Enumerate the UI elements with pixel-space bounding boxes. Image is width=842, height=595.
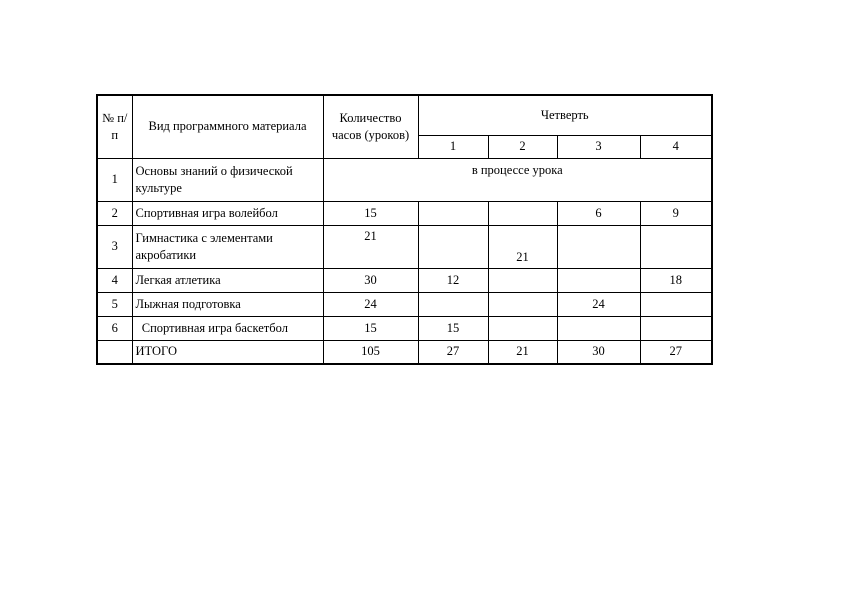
quarter-2-header: 2 <box>488 135 557 158</box>
header-type: Вид программного материала <box>132 95 323 158</box>
row-q3 <box>557 225 640 268</box>
study-plan-table <box>96 94 713 365</box>
row-q4 <box>640 292 712 316</box>
table-row <box>97 316 712 340</box>
row-num: 4 <box>97 268 132 292</box>
header-row <box>97 95 712 135</box>
row-q2 <box>488 292 557 316</box>
row-q4: 18 <box>640 268 712 292</box>
row-num: 5 <box>97 292 132 316</box>
row-hours: 15 <box>323 316 418 340</box>
row-q2: 21 <box>488 225 557 268</box>
row-name: Спортивная игра волейбол <box>132 201 323 225</box>
row-num: 2 <box>97 201 132 225</box>
row-name: Основы знаний о физической культуре <box>132 158 323 201</box>
row-name: ИТОГО <box>132 340 323 364</box>
row-q2: 21 <box>488 340 557 364</box>
row-q4 <box>640 225 712 268</box>
row-name: Гимнастика с элементами акробатики <box>132 225 323 268</box>
row-q3: 30 <box>557 340 640 364</box>
quarter-1-header: 1 <box>418 135 488 158</box>
header-hours: Количество часов (уроков) <box>323 95 418 158</box>
quarter-4-header: 4 <box>640 135 712 158</box>
row-num <box>97 340 132 364</box>
row-q1 <box>418 201 488 225</box>
row-q3: 6 <box>557 201 640 225</box>
row-q4: 9 <box>640 201 712 225</box>
row-q2 <box>488 201 557 225</box>
row-q1 <box>418 292 488 316</box>
row-q4 <box>640 316 712 340</box>
row-merged-note: в процессе урока <box>323 158 712 201</box>
row-num: 1 <box>97 158 132 201</box>
row-q1: 12 <box>418 268 488 292</box>
row-hours: 30 <box>323 268 418 292</box>
table-row <box>97 292 712 316</box>
row-q1 <box>418 225 488 268</box>
row-hours: 15 <box>323 201 418 225</box>
row-q4: 27 <box>640 340 712 364</box>
row-q1: 27 <box>418 340 488 364</box>
row-q2 <box>488 316 557 340</box>
table-row-total <box>97 340 712 364</box>
header-num: № п/п <box>97 95 132 158</box>
table-row <box>97 268 712 292</box>
row-q1: 15 <box>418 316 488 340</box>
header-quarter: Четверть <box>418 95 712 135</box>
quarter-3-header: 3 <box>557 135 640 158</box>
row-q3 <box>557 316 640 340</box>
row-q3: 24 <box>557 292 640 316</box>
row-q3 <box>557 268 640 292</box>
table-row <box>97 225 712 268</box>
row-name: Лыжная подготовка <box>132 292 323 316</box>
row-hours: 105 <box>323 340 418 364</box>
table-row <box>97 201 712 225</box>
row-name: Спортивная игра баскетбол <box>132 316 323 340</box>
table-row <box>97 158 712 201</box>
row-name: Легкая атлетика <box>132 268 323 292</box>
row-num: 3 <box>97 225 132 268</box>
row-hours: 24 <box>323 292 418 316</box>
row-hours: 21 <box>323 225 418 268</box>
row-q2 <box>488 268 557 292</box>
row-num: 6 <box>97 316 132 340</box>
